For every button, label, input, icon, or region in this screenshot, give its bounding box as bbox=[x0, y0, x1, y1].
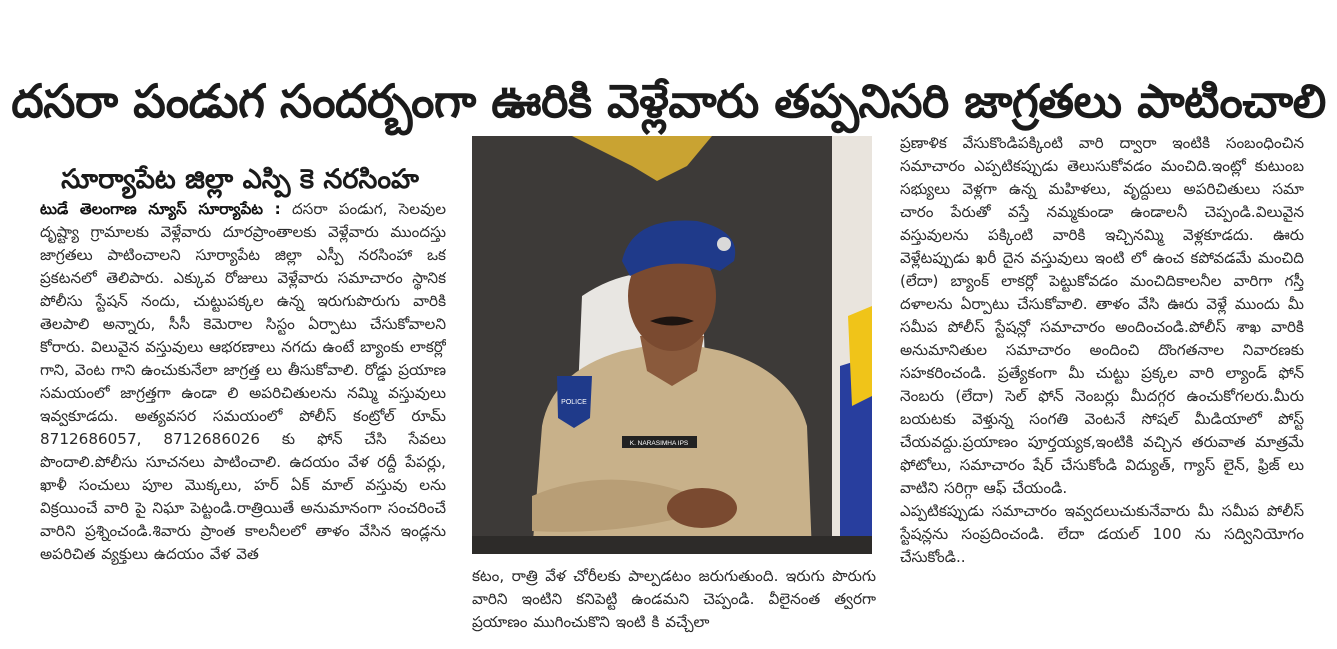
dateline: టుడే తెలంగాణ న్యూస్ సూర్యాపేట : bbox=[40, 200, 281, 218]
officer-photo bbox=[472, 136, 872, 554]
right-column bbox=[900, 132, 1304, 637]
headline: దసరా పండుగ సందర్బంగా ఊరికి వెళ్లేవారు తప్పనిసరి జాగ్రతలు పాటించాలి bbox=[11, 73, 1326, 128]
subheadline: సూర్యాపేట జిల్లా ఎస్పి కె నరసింహ bbox=[61, 164, 419, 196]
right-column-paragraph-2: ఎప్పటికప్పుడు సమాచారం ఇవ్వదలుచుకునేవారు మీ సమీప పోలీస్ స్టేషన్లను సంప్రదించండి. లేదా డయల్ 100 ను సద్వినియోగం చేసుకోండి.. bbox=[900, 502, 1304, 566]
name-tag-text: K. NARASIMHA IPS bbox=[629, 440, 689, 447]
officer-illustration bbox=[472, 136, 872, 554]
left-column bbox=[40, 198, 446, 638]
badge-text: POLICE bbox=[561, 399, 587, 406]
middle-column: కటం, రాత్రి వేళ చోరీలకు పాల్పడటం జరుగుతుంది. ఇరుగు పొరుగు వారిని ఇంటిని కనిపెట్టి ఉండమని చెప్పండి. వీలైనంత త్వరగా ప్రయాణం ముగించుకొని ఇంటి కి వచ్చేలా bbox=[472, 567, 876, 631]
left-column-body: దసరా పండుగ, సెలవుల దృష్ట్యా గ్రామాలకు వెళ్లేవారు దూరప్రాంతాలకు వెళ్లేవారు ముందస్తు జాగ్రతలు పాటించాలని సూర్యాపేట జిల్లా ఎస్పీ నరసింహా ఒక ప్రకటనలో తెలిపారు. ఎక్కువ రోజులు వెళ్లేవారు సమాచారం స్థానిక పోలీసు స్టేషన్ నందు, చుట్టుపక్కల ఉన్న ఇరుగుపొరుగు వారికి తెలపాలి అన్నారు, సీసీ కెమెరాల సిస్టం ఏర్పాటు చేసుకోవాలని కోరారు. విలువైన వస్తువులు ఆభరణాలు నగదు ఉంటే బ్యాంకు లాకర్లో గాని, వెంట గాని ఉంచుకునేలా జాగ్రత్త లు తీసుకోవాలి. రోడ్డు ప్రయాణ సమయంలో జాగ్రత్తగా ఉండా లి అపరిచితులను నమ్మి వస్తువులు ఇవ్వకూడదు. అత్యవసర సమయంలో పోలీస్ కంట్రోల్ రూమ్ 8712686057, 8712686026 కు ఫోన్ చేసి సేవలు పొందాలి.పోలీసు సూచనలు పాటించాలి. ఉదయం వేళ రద్దీ పేపర్లు, ఖాళీ సంచులు పూల మొక్కలు, హర్ ఏక్ మాల్ వస్తువు లను విక్రయించే వారి పై నిఘా పెట్టండి.రాత్రియితే అనుమానంగా సంచరించే వారిని ప్రశ్నించండి.శివారు ప్రాంత కాలనీలలో తాళం వేసిన ఇండ్లను అపరిచిత వ్యక్తులు ఉదయం వేళ వెత bbox=[40, 200, 446, 563]
right-column-paragraph-1: ప్రణాళిక వేసుకొండిపక్కింటి వారి ద్వారా ఇంటికి సంబంధించిన సమాచారం ఎప్పటికప్పుడు తెలుసుకోవడం మంచిది.ఇంట్లో కుటుంబ సభ్యులు వెళ్లగా ఉన్న మహిళలు, వృద్దులు అపరిచితులు సమా చారం పేరుతో వస్తే నమ్మకుండా ఉండాలనీ చెప్పండి.విలువైన వస్తువులను పక్కింటి వారికి ఇచ్చినమ్మి వెళ్లకూడదు. ఊరు వెళ్లేటప్పుడు ఖరీ దైన వస్తువులు ఇంటి లో ఉంచ కపోవడమే మంచిది (లేదా) బ్యాంక్ లాకర్లో పెట్టుకోవడం మంచిదికాలనీల వారిగా గస్తీ దళాలను ఏర్పాటు చేసుకోవాలి. తాళం వేసి ఊరు వెళ్లే ముందు మీ సమీప పోలీస్ స్టేషన్లో సమాచారం అందించండి.పోలీస్ శాఖ వారికి అనుమానితుల సమాచారం అందించి దొంగతనాల నివారణకు సహకరించండి. ప్రత్యేకంగా మీ చుట్టు ప్రక్కల వారి ల్యాండ్ ఫోన్ నెంబరు (లేదా) సెల్ ఫోన్ నెంబర్లు మీదగ్గర ఉంచుకోగలరు.మీరు బయటకు వెళ్తున్న సంగతి వెంటనే సోషల్ మీడియాలో పోస్ట్ చేయవద్దు.ప్రయాణం పూర్తయ్యక,ఇంటికి వచ్చిన తరువాత మాత్రమే ఫోటోలు, సమాచారం షేర్ చేసుకోండి విద్యుత్, గ్యాస్ లైన్, ఫ్రిజ్ లు వాటిని సరిగ్గా ఆఫ్ చేయండి. bbox=[900, 134, 1304, 497]
